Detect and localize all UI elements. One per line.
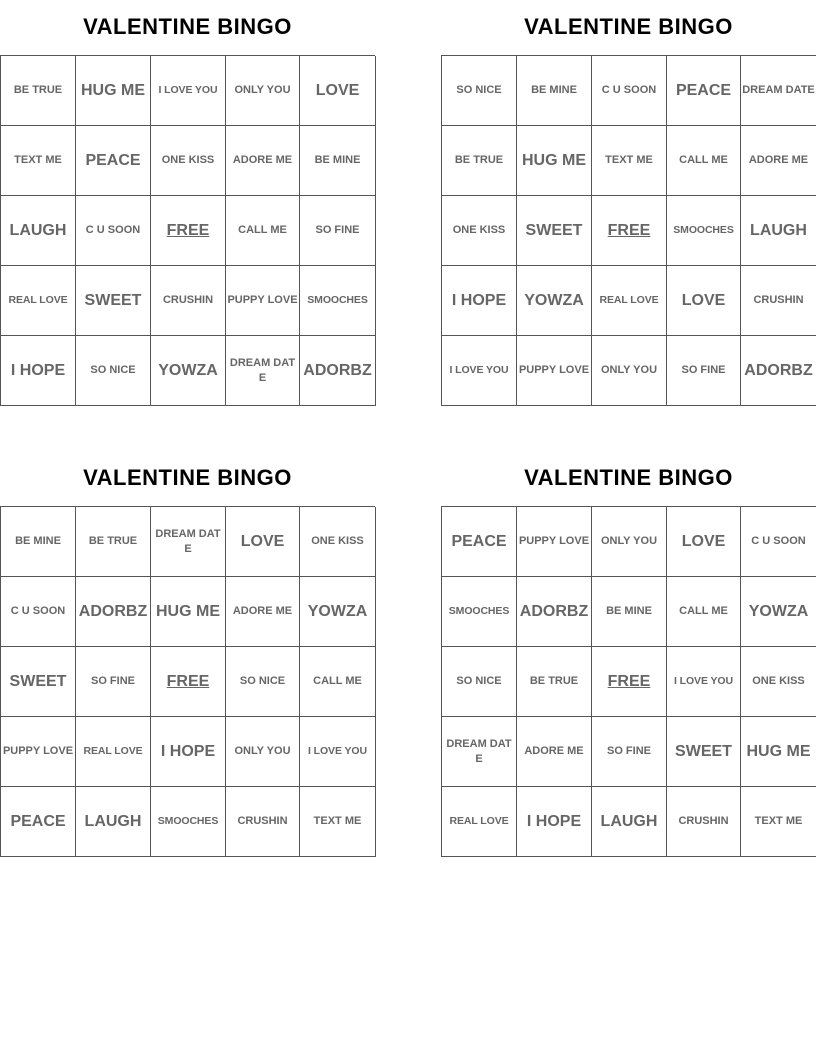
bingo-cell: REAL LOVE xyxy=(442,787,517,857)
bingo-cell: LAUGH xyxy=(1,196,76,266)
bingo-cell: ADORE ME xyxy=(226,577,300,647)
bingo-cell: ADORBZ xyxy=(741,336,816,406)
bingo-cell: SO NICE xyxy=(442,56,517,126)
bingo-cell: SO FINE xyxy=(667,336,741,406)
bingo-cell: SO FINE xyxy=(76,647,151,717)
bingo-grid xyxy=(0,506,375,857)
bingo-cell: LAUGH xyxy=(592,787,667,857)
bingo-cell: SWEET xyxy=(667,717,741,787)
bingo-cell: SO NICE xyxy=(76,336,151,406)
bingo-cell: SMOOCHES xyxy=(442,577,517,647)
bingo-cell: SO FINE xyxy=(300,196,376,266)
bingo-cell: BE TRUE xyxy=(517,647,592,717)
bingo-cell: ADORBZ xyxy=(300,336,376,406)
bingo-cell: BE MINE xyxy=(1,507,76,577)
bingo-grid xyxy=(0,55,375,406)
bingo-cell: I HOPE xyxy=(151,717,226,787)
bingo-cell: ONE KISS xyxy=(300,507,376,577)
bingo-cell: REAL LOVE xyxy=(592,266,667,336)
bingo-cell: ADORE ME xyxy=(741,126,816,196)
bingo-cell: BE TRUE xyxy=(442,126,517,196)
free-space: FREE xyxy=(592,647,667,717)
bingo-cell: BE TRUE xyxy=(76,507,151,577)
bingo-cell: DREAM DATE xyxy=(741,56,816,126)
bingo-cell: SWEET xyxy=(517,196,592,266)
bingo-cell: SO NICE xyxy=(442,647,517,717)
free-space: FREE xyxy=(592,196,667,266)
bingo-cell: I LOVE YOU xyxy=(442,336,517,406)
bingo-cell: YOWZA xyxy=(151,336,226,406)
bingo-cell: SMOOCHES xyxy=(300,266,376,336)
bingo-cell: ONE KISS xyxy=(442,196,517,266)
bingo-cell: CRUSHIN xyxy=(226,787,300,857)
card-title: VALENTINE BINGO xyxy=(524,14,733,39)
bingo-cell: HUG ME xyxy=(151,577,226,647)
bingo-cell: SWEET xyxy=(76,266,151,336)
bingo-cell: SMOOCHES xyxy=(667,196,741,266)
bingo-cell: SMOOCHES xyxy=(151,787,226,857)
bingo-cell: BE MINE xyxy=(300,126,376,196)
bingo-cell: C U SOON xyxy=(741,507,816,577)
bingo-cell: TEXT ME xyxy=(300,787,376,857)
bingo-cell: DREAM DATE xyxy=(226,336,300,406)
bingo-cell: I HOPE xyxy=(1,336,76,406)
bingo-cell: REAL LOVE xyxy=(1,266,76,336)
bingo-cell: I LOVE YOU xyxy=(300,717,376,787)
bingo-cell: I HOPE xyxy=(442,266,517,336)
bingo-cell: LAUGH xyxy=(741,196,816,266)
free-space: FREE xyxy=(151,196,226,266)
bingo-cell: CRUSHIN xyxy=(151,266,226,336)
bingo-cell: LOVE xyxy=(226,507,300,577)
bingo-cell: ADORE ME xyxy=(226,126,300,196)
bingo-cell: HUG ME xyxy=(76,56,151,126)
bingo-cell: CALL ME xyxy=(226,196,300,266)
bingo-cell: I LOVE YOU xyxy=(151,56,226,126)
bingo-cell: ADORBZ xyxy=(76,577,151,647)
bingo-cell: LOVE xyxy=(667,507,741,577)
bingo-cell: DREAM DATE xyxy=(151,507,226,577)
bingo-cell: LOVE xyxy=(667,266,741,336)
bingo-cell: BE TRUE xyxy=(1,56,76,126)
card-title: VALENTINE BINGO xyxy=(83,14,292,39)
bingo-cell: ONE KISS xyxy=(741,647,816,717)
bingo-cell: ONE KISS xyxy=(151,126,226,196)
bingo-cell: TEXT ME xyxy=(592,126,667,196)
bingo-grid xyxy=(441,55,816,406)
bingo-cell: PUPPY LOVE xyxy=(1,717,76,787)
bingo-cell: PEACE xyxy=(442,507,517,577)
bingo-cell: PEACE xyxy=(76,126,151,196)
bingo-cell: YOWZA xyxy=(741,577,816,647)
bingo-cell: PUPPY LOVE xyxy=(226,266,300,336)
card-title: VALENTINE BINGO xyxy=(524,465,733,490)
bingo-cell: ADORBZ xyxy=(517,577,592,647)
bingo-cell: PUPPY LOVE xyxy=(517,507,592,577)
bingo-cell: BE MINE xyxy=(592,577,667,647)
bingo-cell: HUG ME xyxy=(741,717,816,787)
bingo-grid xyxy=(441,506,816,857)
bingo-cell: PEACE xyxy=(667,56,741,126)
bingo-cell: SO NICE xyxy=(226,647,300,717)
bingo-cell: PEACE xyxy=(1,787,76,857)
bingo-cell: ONLY YOU xyxy=(592,507,667,577)
bingo-cell: ONLY YOU xyxy=(226,56,300,126)
bingo-cell: CALL ME xyxy=(667,126,741,196)
free-space: FREE xyxy=(151,647,226,717)
bingo-cell: YOWZA xyxy=(517,266,592,336)
bingo-cell: YOWZA xyxy=(300,577,376,647)
bingo-cell: CRUSHIN xyxy=(667,787,741,857)
bingo-cell: C U SOON xyxy=(76,196,151,266)
bingo-cell: CALL ME xyxy=(667,577,741,647)
bingo-cell: DREAM DATE xyxy=(442,717,517,787)
bingo-cell: TEXT ME xyxy=(741,787,816,857)
bingo-cell: I HOPE xyxy=(517,787,592,857)
bingo-cell: HUG ME xyxy=(517,126,592,196)
bingo-cell: LAUGH xyxy=(76,787,151,857)
bingo-cell: REAL LOVE xyxy=(76,717,151,787)
bingo-cell: SO FINE xyxy=(592,717,667,787)
bingo-cell: ADORE ME xyxy=(517,717,592,787)
bingo-cell: PUPPY LOVE xyxy=(517,336,592,406)
bingo-cell: ONLY YOU xyxy=(226,717,300,787)
bingo-cell: I LOVE YOU xyxy=(667,647,741,717)
bingo-cell: C U SOON xyxy=(1,577,76,647)
bingo-cell: CALL ME xyxy=(300,647,376,717)
card-title: VALENTINE BINGO xyxy=(83,465,292,490)
bingo-cell: CRUSHIN xyxy=(741,266,816,336)
bingo-cell: C U SOON xyxy=(592,56,667,126)
bingo-cell: LOVE xyxy=(300,56,376,126)
bingo-cell: BE MINE xyxy=(517,56,592,126)
bingo-cell: ONLY YOU xyxy=(592,336,667,406)
bingo-cell: TEXT ME xyxy=(1,126,76,196)
bingo-cell: SWEET xyxy=(1,647,76,717)
